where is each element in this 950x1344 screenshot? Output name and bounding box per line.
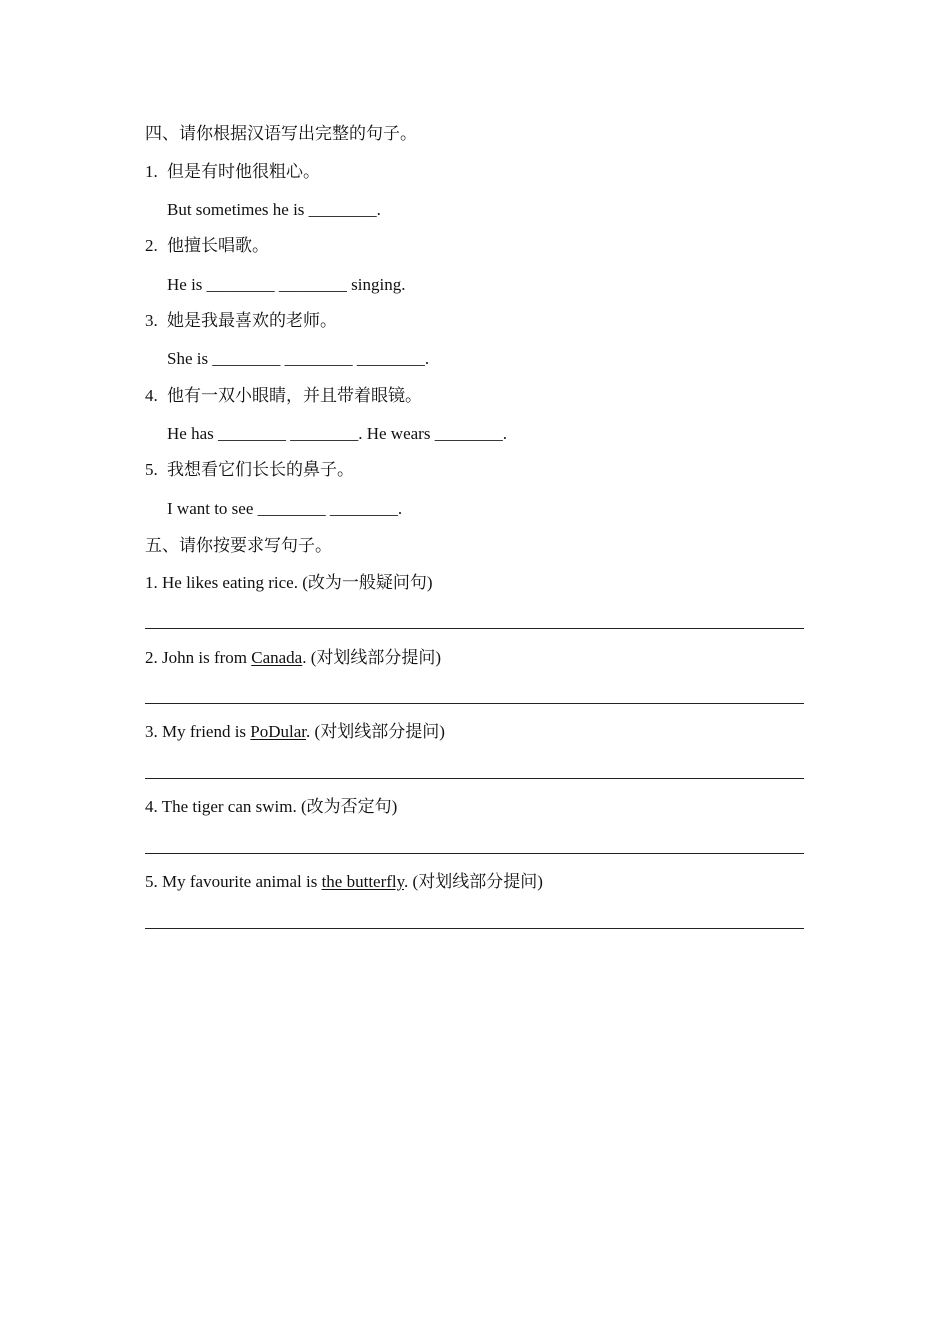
section5-heading: 五、请你按要求写句子。 [145,536,332,555]
s4-item-3-chinese [145,310,337,332]
s4-item-4-chinese [145,385,422,407]
s5-item-2-sentence: 2. John is from [145,648,252,667]
s5-item-3 [145,721,445,743]
s5-item-2-instruction: . (对划线部分提问) [302,648,442,667]
s5-item-3-underlined: PoDular [250,722,307,741]
s4-item-3-number: 3. [145,311,158,330]
s4-item-4-number: 4. [145,386,158,405]
s4-item-3-prompt: 她是我最喜欢的老师。 [167,311,337,330]
s4-item-1-prompt: 但是有时他很粗心。 [167,162,320,181]
s4-item-5-chinese [145,459,354,481]
s4-item-1-chinese [145,161,320,183]
s5-item-4 [145,796,397,818]
s4-item-5-prompt: 我想看它们长长的鼻子。 [167,460,354,479]
s5-item-2-underlined: Canada [251,648,303,667]
s5-item-5 [145,871,543,893]
s5-item-4-sentence: 4. The tiger can swim. [145,797,297,816]
s4-item-2-number: 2. [145,236,158,255]
s5-item-1-answer-line[interactable] [145,628,804,629]
s5-item-5-underlined: the butterfly [321,872,405,891]
s4-item-1-answer: But sometimes he is ________. [167,200,381,219]
s5-item-1 [145,572,433,594]
s5-item-3-sentence: 3. My friend is [145,722,251,741]
s4-item-5-answer: I want to see ________ ________. [167,499,403,518]
s5-item-2 [145,647,441,669]
s5-item-3-answer-line[interactable] [145,778,804,779]
s4-item-2-answer: He is ________ ________ singing. [167,275,406,294]
s4-item-3-answer: She is ________ ________ ________. [167,349,430,368]
s5-item-5-answer-line[interactable] [145,928,804,929]
s5-item-1-sentence: 1. He likes eating rice. [145,573,298,592]
s5-item-5-sentence: 5. My favourite animal is [145,872,322,891]
s4-item-2-chinese [145,235,269,257]
s4-item-4-answer: He has ________ ________. He wears ________. [167,424,507,443]
s4-item-4-prompt: 他有一双小眼睛，并且带着眼镜。 [167,386,422,405]
s5-item-1-instruction: (改为一般疑问句) [297,573,433,592]
s5-item-4-answer-line[interactable] [145,853,804,854]
s5-item-3-instruction: . (对划线部分提问) [306,722,445,741]
s4-item-5-number: 5. [145,460,158,479]
s4-item-2-prompt: 他擅长唱歌。 [167,236,269,255]
s4-item-1-number: 1. [145,162,158,181]
section4-heading: 四、请你根据汉语写出完整的句子。 [145,124,417,143]
s5-item-4-instruction: (改为否定句) [296,797,398,816]
s5-item-5-instruction: . (对划线部分提问) [404,872,543,891]
s5-item-2-answer-line[interactable] [145,703,804,704]
